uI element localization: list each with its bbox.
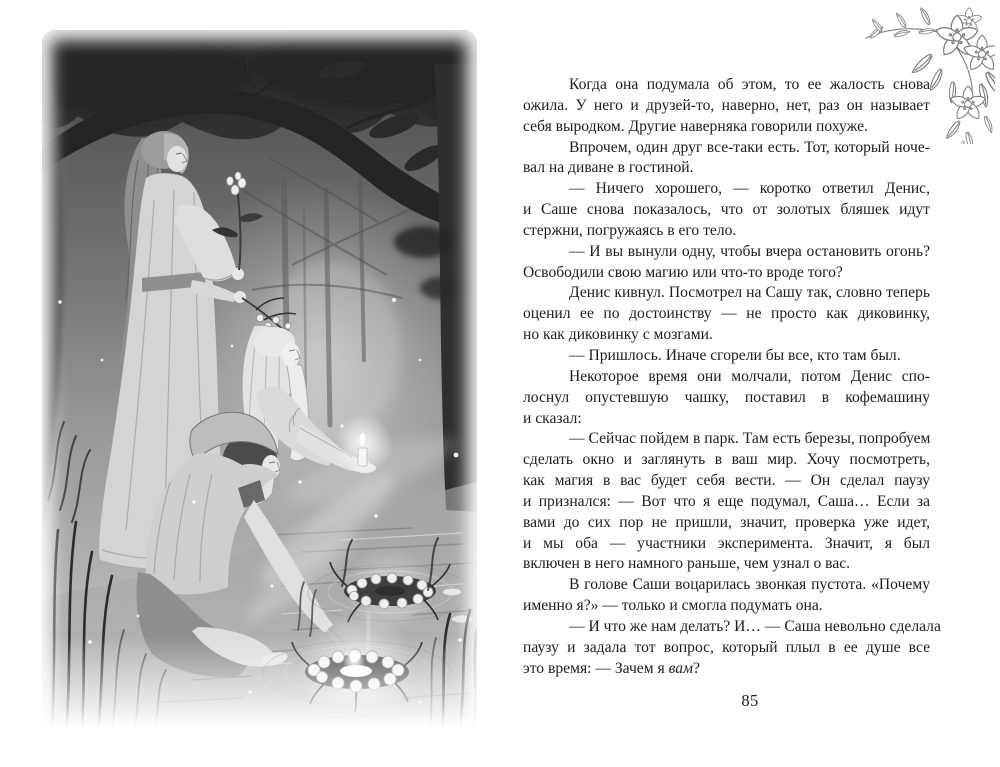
text-line: включен в него намного раньше, чем узнал о вас. bbox=[523, 555, 851, 573]
text-line: Впрочем, один друг все-таки есть. Тот, который ноче- bbox=[569, 138, 930, 156]
text-line: но как диковинку с мозгами. bbox=[523, 326, 713, 344]
text-line: оценил ее по достоинству — не просто как диковинку, bbox=[523, 305, 930, 323]
text-line: себя выродком. Другие наверняка говорили похуже. bbox=[523, 117, 868, 135]
text-line: как магия в вас будет себя вести. — Он сделал паузу bbox=[523, 472, 930, 490]
text-line: — Ничего хорошего, — коротко ответил Денис, bbox=[569, 180, 930, 198]
right-page bbox=[500, 0, 1000, 767]
text-line: Освободили свою магию или что-то вроде того? bbox=[523, 263, 843, 281]
text-line: сделать окно и заглянуть в ваш мир. Хочу посмотреть, bbox=[523, 451, 930, 469]
text-line: — И что же нам делать? И… — Саша невольно сделала bbox=[569, 617, 941, 635]
text-line: лоснул опустевшую чашку, поставил в кофемашину bbox=[523, 388, 930, 406]
text-segment: это время: — Зачем я bbox=[523, 659, 669, 677]
text-line: — Сейчас пойдем в парк. Там есть березы, попробуем bbox=[569, 430, 931, 448]
text-line: и мы оба — участники эксперимента. Значит, я был bbox=[523, 534, 930, 552]
text-line: вал на диване в гостиной. bbox=[523, 159, 694, 177]
text-segment: ? bbox=[692, 659, 700, 677]
text-line: и Саше снова показалось, что от золотых бляшек идут bbox=[523, 201, 930, 219]
text-line: — И вы вынули одну, чтобы вчера остановить огонь? bbox=[569, 242, 930, 260]
text-line: паузу и задала тот вопрос, который плыл в ее душе все bbox=[523, 638, 930, 656]
text-line: стержни, погружаясь в его тело. bbox=[523, 221, 737, 239]
text-line: и сказал: bbox=[523, 409, 582, 427]
text-line: и признался: — Вот что я еще подумал, Саша… Если за bbox=[523, 492, 930, 510]
text-line bbox=[523, 659, 930, 680]
text-line: ожила. У него и друзей-то, наверно, нет, раз он называет bbox=[523, 96, 930, 114]
night-pond-illustration bbox=[42, 30, 477, 735]
text-line: В голове Саши воцарилась звонкая пустота. «Почему bbox=[569, 576, 930, 594]
emphasis-text: вам bbox=[668, 659, 693, 677]
illustration-art bbox=[42, 30, 477, 735]
text-line: вами до сих пор не пришли, значит, проверка уже идет, bbox=[523, 513, 930, 531]
text-line: — Пришлось. Иначе сгорели бы все, кто там был. bbox=[569, 346, 901, 364]
text-line: Некоторое время они молчали, потом Денис спо- bbox=[569, 367, 930, 385]
text-block bbox=[523, 75, 941, 679]
page-number: 85 bbox=[741, 691, 759, 710]
text-line: Когда она подумала об этом, то ее жалость снова bbox=[569, 76, 930, 93]
text-line: именно я?» — только и смогла подумать она. bbox=[523, 597, 823, 615]
text-line: Денис кивнул. Посмотрел на Сашу так, словно теперь bbox=[569, 284, 930, 302]
